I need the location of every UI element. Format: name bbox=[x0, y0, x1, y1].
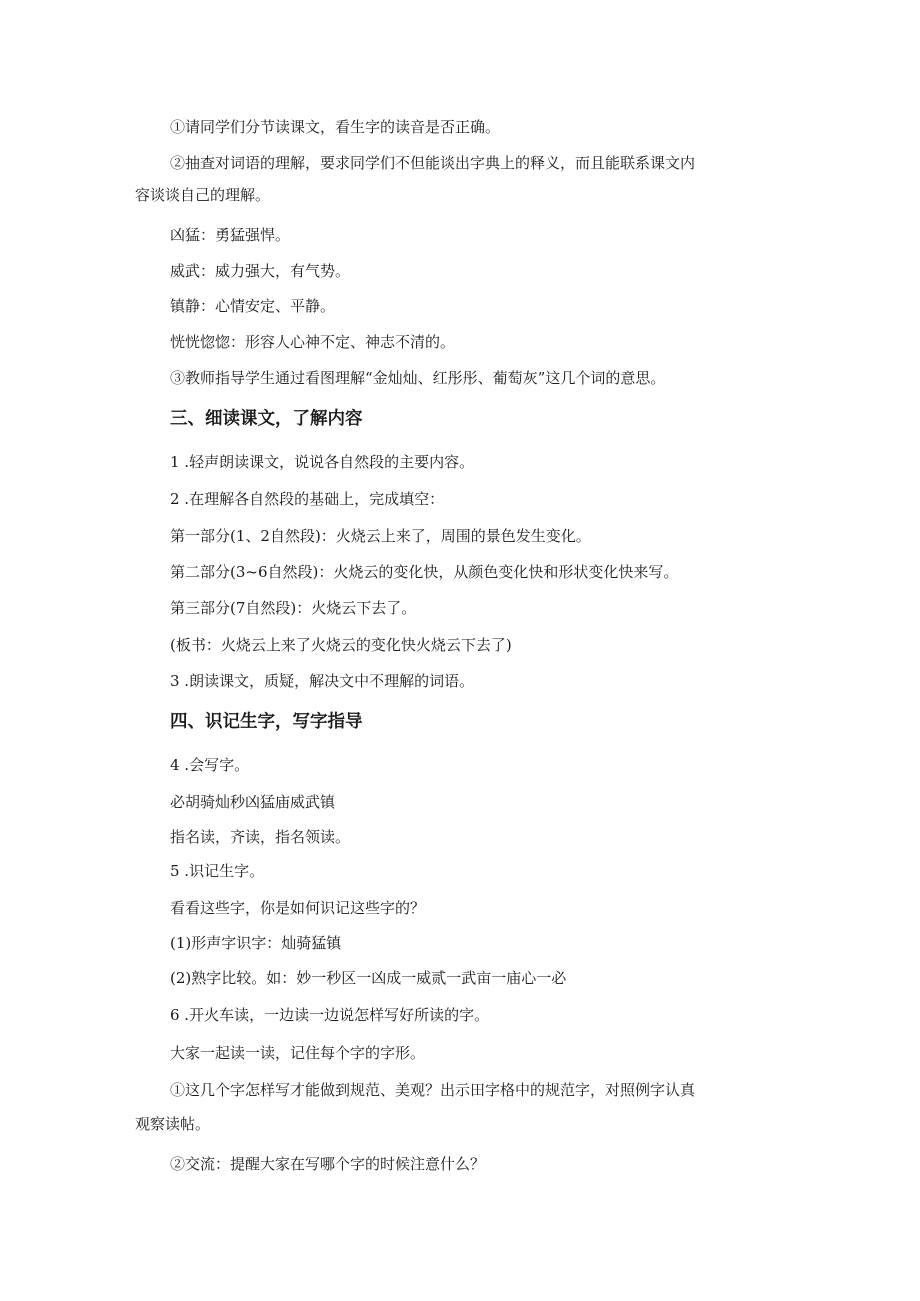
paragraph-word-check-cont: 容谈谈自己的理解。 bbox=[135, 186, 271, 204]
step-5: 5 .识记生字。 bbox=[170, 862, 265, 880]
memorize-question: 看看这些字，你是如何识记这些字的？ bbox=[170, 899, 426, 917]
question-2: ②交流：提醒大家在写哪个字的时候注意什么？ bbox=[170, 1155, 486, 1173]
board-note: (板书：火烧云上来了火烧云的变化快火烧云下去了) bbox=[170, 636, 512, 654]
character-list: 必胡骑灿秒凶猛庙威武镇 bbox=[170, 793, 336, 811]
paragraph-word-check: ②抽查对词语的理解，要求同学们不但能谈出字典上的释义，而且能联系课文内 bbox=[170, 154, 696, 172]
definition-weiwu: 威武：威力强大，有气势。 bbox=[170, 262, 351, 280]
step-2: 2 .在理解各自然段的基础上，完成填空： bbox=[170, 490, 445, 508]
part-three: 第三部分(7自然段)：火烧云下去了。 bbox=[170, 599, 417, 617]
paragraph-picture-guide: ③教师指导学生通过看图理解“金灿灿、红彤彤、葡萄灰”这几个词的意思。 bbox=[170, 369, 666, 387]
definition-huanghuang: 恍恍惚惚：形容人心神不定、神志不清的。 bbox=[170, 333, 456, 351]
method-2: (2)熟字比较。如：妙一秒区一凶成一威贰一武亩一庙心一必 bbox=[170, 969, 567, 987]
question-1: ①这几个字怎样写才能做到规范、美观？出示田字格中的规范字，对照例字认真 bbox=[170, 1081, 696, 1099]
step-3: 3 .朗读课文，质疑，解决文中不理解的词语。 bbox=[170, 672, 475, 690]
paragraph-read-by-section: ①请同学们分节读课文，看生字的读音是否正确。 bbox=[170, 118, 501, 136]
definition-xiongmeng: 凶猛：勇猛强悍。 bbox=[170, 226, 291, 244]
step-6: 6 .开火车读，一边读一边说怎样写好所读的字。 bbox=[170, 1006, 490, 1024]
section-heading-3: 三、细读课文，了解内容 bbox=[170, 409, 363, 429]
step-1: 1 .轻声朗读课文，说说各自然段的主要内容。 bbox=[170, 453, 475, 471]
section-heading-4: 四、识记生字，写字指导 bbox=[170, 712, 363, 732]
question-1-cont: 观察读帖。 bbox=[135, 1115, 211, 1133]
method-1: (1)形声字识字：灿骑猛镇 bbox=[170, 934, 342, 952]
read-together: 大家一起读一读，记住每个字的字形。 bbox=[170, 1044, 426, 1062]
part-one: 第一部分(1、2自然段)：火烧云上来了，周围的景色发生变化。 bbox=[170, 527, 591, 545]
definition-zhenjing: 镇静：心情安定、平静。 bbox=[170, 297, 336, 315]
step-4: 4 .会写字。 bbox=[170, 756, 250, 774]
reading-instruction: 指名读，齐读，指名领读。 bbox=[170, 828, 351, 846]
part-two: 第二部分(3~6自然段)：火烧云的变化快，从颜色变化快和形状变化快来写。 bbox=[170, 563, 679, 581]
